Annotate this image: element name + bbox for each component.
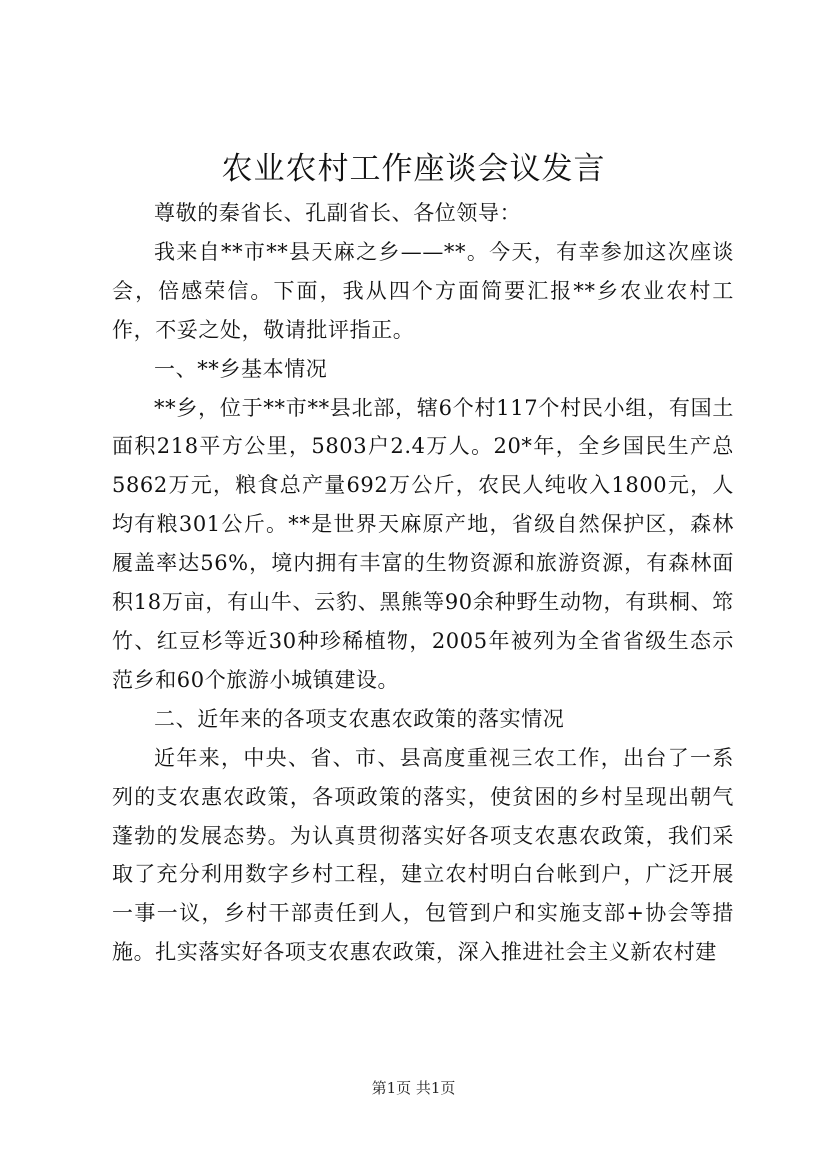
salutation: 尊敬的秦省长、孔副省长、各位领导： — [154, 201, 522, 225]
section-heading-2: 二、近年来的各项支农惠农政策的落实情况 — [154, 706, 565, 731]
paragraph-basic-info: **乡，位于**市**县北部，辖6个村117个村民小组，有国土面积218平方公里，5803户2.4万人。20*年，全乡国民生产总5862万元，粮食总产量692万公斤，农民人纯收入1800元，人均有粮301公斤。**是世界天麻原产地，省级自然保护区，森林履盖率达56%，境内拥有丰富的生物资源和旅游资源，有森林面积18万亩，有山牛、云豹、黑熊等90余种野生动物，有珙桐、筇竹、红豆杉等近30种珍稀植物，2005年被列为全省省级生态示范乡和60个旅游小城镇建设。 — [112, 395, 734, 692]
document-body — [112, 194, 734, 972]
page-footer: 第1页 共1页 — [371, 1079, 456, 1097]
section-heading-1: 一、**乡基本情况 — [154, 356, 328, 381]
paragraph-intro: 我来自**市**县天麻之乡——**。今天，有幸参加这次座谈会，倍感荣信。下面，我从四个方面简要汇报**乡农业农村工作，不妥之处，敬请批评指正。 — [112, 239, 734, 342]
document-title: 农业农村工作座谈会议发言 — [221, 151, 606, 187]
paragraph-policy: 近年来，中央、省、市、县高度重视三农工作，出台了一系列的支农惠农政策，各项政策的落实，使贫困的乡村呈现出朝气蓬勃的发展态势。为认真贯彻落实好各项支农惠农政策，我们采取了充分利用数字乡村工程，建立农村明白台帐到户，广泛开展一事一议，乡村干部责任到人，包管到户和实施支部+协会等措施。扎实落实好各项支农惠农政策，深入推进社会主义新农村建 — [112, 745, 734, 965]
